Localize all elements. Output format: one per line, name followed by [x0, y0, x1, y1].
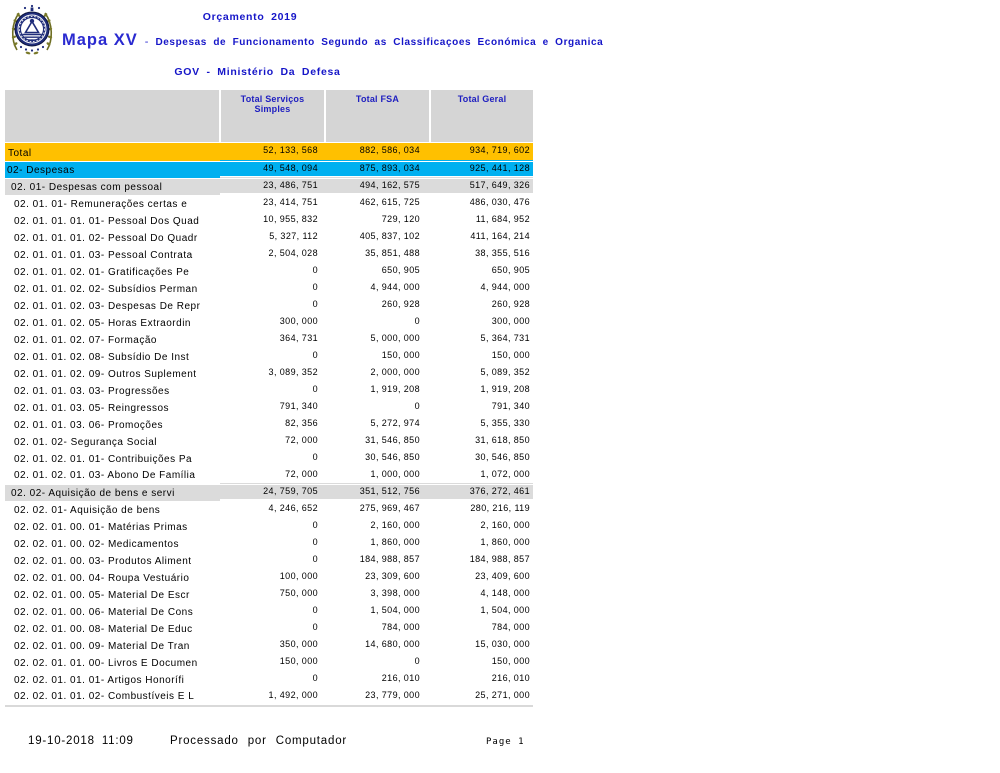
- row-label: 02. 02. 01. 00. 05- Material De Escr: [14, 589, 190, 601]
- row-value: 650, 905: [491, 265, 530, 275]
- row-label: 02. 01. 01. 03. 03- Progressões: [14, 385, 170, 397]
- row-value: 5, 355, 330: [480, 418, 530, 428]
- row-value: 31, 546, 850: [365, 435, 420, 445]
- row-value: 494, 162, 575: [359, 180, 420, 190]
- row-value: 184, 988, 857: [359, 554, 420, 564]
- row-value: 1, 000, 000: [370, 468, 420, 479]
- row-value: 405, 837, 102: [359, 231, 420, 241]
- row-value: 0: [312, 622, 318, 632]
- row-label: 02. 02. 01. 01. 00- Livros E Documen: [14, 657, 198, 669]
- row-label: 02. 01. 01. 02. 03- Despesas De Repr: [14, 300, 201, 312]
- row-value: 376, 272, 461: [469, 486, 530, 496]
- row-label: 02. 02. 01. 01. 01- Artigos Honorífi: [14, 674, 185, 686]
- row-value: 14, 680, 000: [365, 639, 420, 649]
- row-value: 2, 000, 000: [370, 367, 420, 377]
- row-value: 3, 089, 352: [268, 367, 318, 377]
- row-value: 729, 120: [381, 214, 420, 224]
- row-value: 5, 364, 731: [480, 333, 530, 343]
- row-value: 350, 000: [279, 639, 318, 649]
- row-value: 72, 000: [285, 468, 318, 479]
- row-label: 02. 01. 01. 01. 01- Pessoal Dos Quad: [14, 215, 200, 227]
- row-value: 1, 860, 000: [370, 537, 420, 547]
- row-value: 24, 759, 705: [263, 486, 318, 496]
- row-value: 0: [414, 316, 420, 326]
- row-label: 02. 01. 01. 02. 08- Subsídio De Inst: [14, 351, 190, 363]
- row-value: 934, 719, 602: [469, 145, 530, 155]
- row-value: 0: [312, 554, 318, 564]
- row-value: 4, 944, 000: [480, 282, 530, 292]
- table-row: [5, 689, 533, 706]
- row-label: 02. 02. 01. 00. 09- Material De Tran: [14, 640, 190, 652]
- row-value: 0: [312, 265, 318, 275]
- footer-processed-by: Processado por Computador: [170, 735, 348, 747]
- organization-title: GOV - Ministério Da Defesa: [174, 66, 341, 78]
- row-value: 3, 398, 000: [370, 588, 420, 598]
- column-header-total-fsa: Total FSA: [325, 90, 430, 143]
- row-value: 150, 000: [491, 350, 530, 360]
- budget-table: [5, 90, 533, 707]
- map-code: Mapa XV: [62, 31, 138, 49]
- row-label: 02. 01. 01. 02. 01- Gratificações Pe: [14, 266, 190, 278]
- row-value: 23, 414, 751: [263, 197, 318, 208]
- row-value: 791, 340: [279, 401, 318, 411]
- row-value: 216, 010: [381, 673, 420, 683]
- row-value: 0: [312, 350, 318, 360]
- row-value: 364, 731: [279, 333, 318, 343]
- row-value: 791, 340: [491, 401, 530, 411]
- row-label: 02. 01. 01. 03. 05- Reingressos: [14, 402, 170, 414]
- row-value: 15, 030, 000: [475, 639, 530, 649]
- page-number: Page 1: [486, 737, 525, 747]
- row-value: 882, 586, 034: [359, 145, 420, 155]
- row-label: 02. 02. 01. 00. 01- Matérias Primas: [14, 521, 188, 533]
- row-value: 260, 928: [381, 299, 420, 309]
- row-value: 1, 860, 000: [480, 537, 530, 547]
- row-value: 23, 409, 600: [475, 571, 530, 581]
- row-value: 275, 969, 467: [359, 503, 420, 514]
- row-value: 1, 492, 000: [268, 689, 318, 700]
- row-value: 351, 512, 756: [359, 486, 420, 496]
- row-label: 02. 01. 01. 01. 03- Pessoal Contrata: [14, 249, 193, 261]
- row-value: 5, 327, 112: [269, 231, 318, 241]
- row-value: 216, 010: [491, 673, 530, 683]
- row-label: 02. 01. 02. 01. 03- Abono De Família: [14, 470, 196, 482]
- row-value: 1, 919, 208: [480, 384, 530, 394]
- row-value: 30, 546, 850: [365, 452, 420, 462]
- row-label: 02. 01. 02- Segurança Social: [14, 436, 157, 448]
- row-value: 0: [312, 537, 318, 547]
- row-label: 02. 02. 01. 00. 03- Produtos Aliment: [14, 555, 192, 567]
- row-value: 300, 000: [279, 316, 318, 326]
- row-label: 02. 02. 01. 00. 08- Material De Educ: [14, 623, 193, 635]
- row-value: 462, 615, 725: [359, 197, 420, 208]
- row-value: 49, 548, 094: [263, 163, 318, 173]
- footer-datetime: 19-10-2018 11:09: [28, 735, 134, 747]
- row-value: 0: [312, 452, 318, 462]
- row-value: 4, 246, 652: [268, 503, 318, 514]
- row-value: 1, 504, 000: [480, 605, 530, 615]
- row-label: 02. 02- Aquisição de bens e servi: [11, 487, 175, 499]
- row-value: 35, 851, 488: [365, 248, 420, 258]
- row-label: 02. 01. 01- Remunerações certas e: [14, 198, 188, 210]
- map-title-line: [62, 31, 603, 50]
- budget-table-header: [5, 90, 533, 143]
- row-value: 5, 272, 974: [370, 418, 420, 428]
- row-value: 23, 486, 751: [263, 180, 318, 190]
- row-label: 02. 02. 01- Aquisição de bens: [14, 504, 161, 516]
- row-value: 925, 441, 128: [469, 163, 530, 173]
- row-label: 02. 02. 01. 00. 04- Roupa Vestuário: [14, 572, 190, 584]
- row-value: 30, 546, 850: [475, 452, 530, 462]
- column-header-total-servicos-simples: Total Serviços Simples: [220, 90, 325, 143]
- row-label: 02- Despesas: [7, 164, 75, 176]
- row-label: 02. 01. 01. 02. 09- Outros Suplement: [14, 368, 197, 380]
- row-value: 0: [312, 673, 318, 683]
- map-description: Despesas de Funcionamento Segundo as Classificaçoes Económica e Organica: [155, 37, 604, 48]
- row-value: 280, 216, 119: [470, 503, 530, 514]
- row-value: 4, 148, 000: [480, 588, 530, 598]
- row-value: 23, 779, 000: [365, 689, 420, 700]
- row-value: 10, 955, 832: [263, 214, 318, 224]
- row-label: 02. 01- Despesas com pessoal: [11, 181, 163, 193]
- column-header-total-geral: Total Geral: [430, 90, 533, 143]
- label-column-header: [5, 90, 220, 143]
- row-value: 0: [312, 299, 318, 309]
- row-value: 300, 000: [491, 316, 530, 326]
- row-value: 82, 356: [285, 418, 318, 428]
- row-value: 150, 000: [491, 656, 530, 666]
- row-label: 02. 01. 01. 02. 02- Subsídios Perman: [14, 283, 198, 295]
- row-value: 517, 649, 326: [469, 180, 530, 190]
- row-value: 784, 000: [491, 622, 530, 632]
- row-label: 02. 01. 01. 01. 02- Pessoal Do Quadr: [14, 232, 198, 244]
- budget-year-title: Orçamento 2019: [202, 11, 298, 23]
- row-value: 2, 504, 028: [268, 248, 318, 258]
- row-value: 5, 000, 000: [370, 333, 420, 343]
- row-value: 25, 271, 000: [475, 689, 530, 700]
- row-value: 750, 000: [279, 588, 318, 598]
- row-label: Total: [8, 148, 32, 159]
- row-label: 02. 01. 01. 02. 07- Formação: [14, 334, 157, 346]
- row-value: 0: [312, 282, 318, 292]
- row-value: 1, 504, 000: [370, 605, 420, 615]
- row-label: 02. 02. 01. 00. 02- Medicamentos: [14, 538, 179, 550]
- row-value: 875, 893, 034: [359, 163, 420, 173]
- row-value: 1, 072, 000: [480, 468, 530, 479]
- row-value: 100, 000: [279, 571, 318, 581]
- row-value: 150, 000: [279, 656, 318, 666]
- row-value: 31, 618, 850: [475, 435, 530, 445]
- row-value: 0: [312, 605, 318, 615]
- row-value: 11, 684, 952: [475, 214, 530, 224]
- row-value: 411, 164, 214: [470, 231, 530, 241]
- row-value: 486, 030, 476: [469, 197, 530, 208]
- row-label: 02. 01. 01. 02. 05- Horas Extraordin: [14, 317, 191, 329]
- row-value: 5, 089, 352: [480, 367, 530, 377]
- row-value: 260, 928: [491, 299, 530, 309]
- map-title-separator: -: [144, 36, 149, 48]
- row-label: 02. 01. 02. 01. 01- Contribuições Pa: [14, 453, 193, 465]
- row-value: 0: [312, 384, 318, 394]
- row-value: 38, 355, 516: [475, 248, 530, 258]
- row-value: 784, 000: [381, 622, 420, 632]
- row-value: 4, 944, 000: [370, 282, 420, 292]
- row-value: 1, 919, 208: [370, 384, 420, 394]
- row-value: 184, 988, 857: [469, 554, 530, 564]
- row-value: 0: [414, 401, 420, 411]
- row-label: 02. 01. 01. 03. 06- Promoções: [14, 419, 164, 431]
- budget-table-body: [5, 143, 533, 706]
- row-value: 650, 905: [381, 265, 420, 275]
- row-value: 2, 160, 000: [480, 520, 530, 530]
- row-value: 150, 000: [381, 350, 420, 360]
- row-value: 23, 309, 600: [365, 571, 420, 581]
- row-value: 0: [312, 520, 318, 530]
- row-value: 2, 160, 000: [370, 520, 420, 530]
- row-value: 72, 000: [285, 435, 318, 445]
- row-label: 02. 02. 01. 01. 02- Combustíveis E L: [14, 691, 195, 702]
- row-value: 52, 133, 568: [263, 145, 318, 155]
- row-value: 0: [414, 656, 420, 666]
- row-label: 02. 02. 01. 00. 06- Material De Cons: [14, 606, 194, 618]
